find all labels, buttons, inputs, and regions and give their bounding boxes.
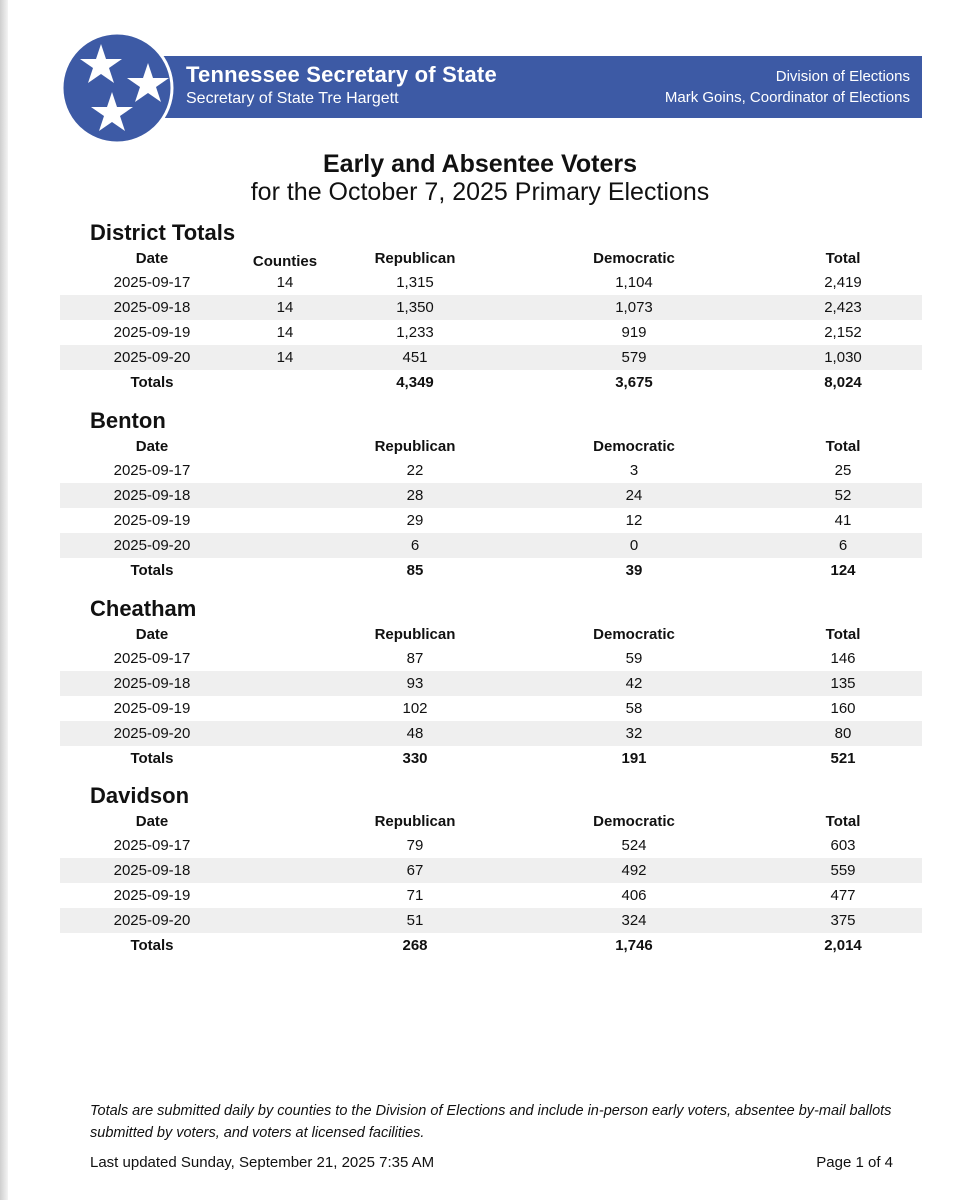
cell-date: 2025-09-17 [113, 274, 191, 291]
report-subtitle: for the October 7, 2025 Primary Elections [250, 178, 710, 206]
totals-label: Totals [130, 750, 174, 767]
cell-republican: 71 [406, 887, 424, 904]
section-title: Davidson [90, 783, 190, 808]
col-header-blank [244, 809, 326, 833]
section-cheatham [60, 596, 922, 771]
table-row [60, 533, 922, 558]
cell-republican: 87 [406, 650, 424, 667]
totals-row [60, 370, 922, 395]
page-number: Page 1 of 4 [816, 1154, 893, 1171]
cell-democratic: 406 [621, 887, 647, 904]
cell-date: 2025-09-18 [60, 671, 244, 696]
cell-total: 6 [764, 533, 922, 558]
benton-table [60, 434, 922, 583]
col-header-total: Total [825, 812, 861, 830]
cell-total: 80 [764, 721, 922, 746]
table-row [60, 671, 922, 696]
totals-row [60, 933, 922, 958]
table-header-row [60, 434, 922, 458]
report-title: Early and Absentee Voters [322, 150, 637, 178]
total-republican: 4,349 [396, 374, 434, 391]
cell-democratic: 0 [504, 533, 764, 558]
cell-democratic: 58 [625, 700, 643, 717]
table-row [60, 320, 922, 345]
cell-democratic: 919 [621, 324, 647, 341]
cell-date: 2025-09-17 [113, 837, 191, 854]
cell-republican: 6 [326, 533, 504, 558]
totals-label: Totals [130, 374, 174, 391]
cell-date: 2025-09-19 [113, 324, 191, 341]
cell-counties: 14 [244, 345, 326, 370]
table-row [60, 833, 922, 858]
col-header-date: Date [135, 625, 169, 643]
col-header-democratic: Democratic [593, 812, 675, 830]
cell-counties [244, 370, 326, 395]
col-header-republican: Republican [374, 625, 456, 643]
cell-total: 375 [764, 908, 922, 933]
cell-total: 25 [834, 462, 852, 479]
tristar-seal-icon [60, 32, 180, 144]
cell-date: 2025-09-18 [60, 295, 244, 320]
cell-republican: 93 [326, 671, 504, 696]
col-header-total: Total [825, 625, 861, 643]
org-name: Tennessee Secretary of State [186, 62, 497, 87]
col-header-democratic: Democratic [593, 625, 675, 643]
cell-democratic: 324 [504, 908, 764, 933]
col-header-total: Total [825, 437, 861, 455]
coordinator-name: Mark Goins, Coordinator of Elections [664, 89, 910, 106]
cell-total: 52 [764, 483, 922, 508]
cell-democratic: 3 [629, 462, 639, 479]
cell-total: 559 [764, 858, 922, 883]
col-header-date: Date [135, 812, 169, 830]
cell-democratic: 42 [504, 671, 764, 696]
cell-date: 2025-09-18 [60, 483, 244, 508]
total-republican: 330 [402, 750, 428, 767]
table-row [60, 858, 922, 883]
cell-republican: 51 [326, 908, 504, 933]
table-row [60, 508, 922, 533]
total-total: 124 [830, 562, 856, 579]
table-row [60, 270, 922, 295]
total-total: 521 [830, 750, 856, 767]
table-row [60, 483, 922, 508]
table-row [60, 721, 922, 746]
cell-republican: 102 [402, 700, 428, 717]
table-row [60, 696, 922, 721]
cell-democratic: 1,104 [615, 274, 653, 291]
col-header-date: Date [135, 437, 169, 455]
total-democratic: 3,675 [615, 374, 653, 391]
cell-total: 146 [830, 650, 856, 667]
cell-republican: 48 [326, 721, 504, 746]
totals-row [60, 746, 922, 771]
cell-counties: 14 [244, 295, 326, 320]
cell-date: 2025-09-19 [113, 512, 191, 529]
cell-republican: 1,315 [396, 274, 434, 291]
table-row [60, 883, 922, 908]
cell-counties: 14 [276, 324, 294, 341]
district-totals-table [60, 246, 922, 395]
cell-total: 477 [830, 887, 856, 904]
cell-democratic: 32 [504, 721, 764, 746]
cell-republican: 67 [326, 858, 504, 883]
cell-republican: 28 [326, 483, 504, 508]
cell-total: 1,030 [764, 345, 922, 370]
section-title: District Totals [90, 220, 236, 245]
header-banner [100, 56, 922, 118]
section-title: Cheatham [90, 596, 197, 621]
table-header-row [60, 809, 922, 833]
section-title: Benton [90, 408, 166, 433]
cheatham-table [60, 622, 922, 771]
cell-democratic: 492 [504, 858, 764, 883]
table-header-row [60, 622, 922, 646]
cell-republican: 22 [406, 462, 424, 479]
cell-date: 2025-09-19 [113, 700, 191, 717]
cell-democratic: 524 [621, 837, 647, 854]
totals-label: Totals [130, 562, 174, 579]
table-row [60, 646, 922, 671]
cell-democratic: 579 [504, 345, 764, 370]
cell-total: 2,423 [764, 295, 922, 320]
cell-democratic: 24 [504, 483, 764, 508]
cell-date: 2025-09-19 [113, 887, 191, 904]
cell-date: 2025-09-18 [60, 858, 244, 883]
secretary-name: Secretary of State Tre Hargett [186, 90, 399, 107]
table-row [60, 345, 922, 370]
cell-democratic: 12 [625, 512, 643, 529]
cell-date: 2025-09-20 [60, 345, 244, 370]
totals-row [60, 558, 922, 583]
cell-total: 603 [830, 837, 856, 854]
section-davidson [60, 783, 922, 958]
col-header-republican: Republican [374, 249, 456, 267]
section-district-totals [60, 220, 922, 395]
totals-label: Totals [130, 937, 174, 954]
total-republican: 85 [406, 562, 424, 579]
total-total: 2,014 [824, 937, 862, 954]
table-row [60, 908, 922, 933]
cell-date: 2025-09-17 [113, 650, 191, 667]
cell-republican: 1,233 [396, 324, 434, 341]
cell-republican: 79 [406, 837, 424, 854]
col-header-democratic: Democratic [593, 249, 675, 267]
cell-total: 135 [764, 671, 922, 696]
last-updated: Last updated Sunday, September 21, 2025 7:35 AM [90, 1154, 435, 1171]
cell-republican: 1,350 [326, 295, 504, 320]
davidson-table [60, 809, 922, 958]
total-democratic: 39 [625, 562, 643, 579]
cell-republican: 451 [326, 345, 504, 370]
col-header-democratic: Democratic [593, 437, 675, 455]
col-header-republican: Republican [374, 812, 456, 830]
cell-democratic: 59 [625, 650, 643, 667]
total-democratic: 1,746 [615, 937, 653, 954]
cell-total: 2,152 [824, 324, 862, 341]
cell-total: 160 [830, 700, 856, 717]
table-row [60, 458, 922, 483]
col-header-blank [244, 622, 326, 646]
table-row [60, 295, 922, 320]
division-name: Division of Elections [775, 68, 910, 85]
col-header-date: Date [135, 249, 169, 267]
table-header-row [60, 246, 922, 270]
col-header-total: Total [825, 249, 861, 267]
footnote: Totals are submitted daily by counties to the Division of Elections and include in-person early voters, absentee by-mail ballots submitted by voters, and voters at licensed facilities. [90, 1103, 892, 1141]
cell-total: 41 [834, 512, 852, 529]
cell-democratic: 1,073 [504, 295, 764, 320]
col-header-counties: Counties [252, 253, 318, 270]
cell-date: 2025-09-20 [60, 908, 244, 933]
cell-total: 2,419 [824, 274, 862, 291]
cell-republican: 29 [406, 512, 424, 529]
col-header-blank [244, 434, 326, 458]
total-total: 8,024 [824, 374, 862, 391]
cell-date: 2025-09-20 [60, 721, 244, 746]
total-democratic: 191 [621, 750, 647, 767]
cell-counties: 14 [276, 274, 294, 291]
cell-date: 2025-09-20 [60, 533, 244, 558]
cell-date: 2025-09-17 [113, 462, 191, 479]
col-header-republican: Republican [374, 437, 456, 455]
section-benton [60, 408, 922, 583]
total-republican: 268 [402, 937, 428, 954]
